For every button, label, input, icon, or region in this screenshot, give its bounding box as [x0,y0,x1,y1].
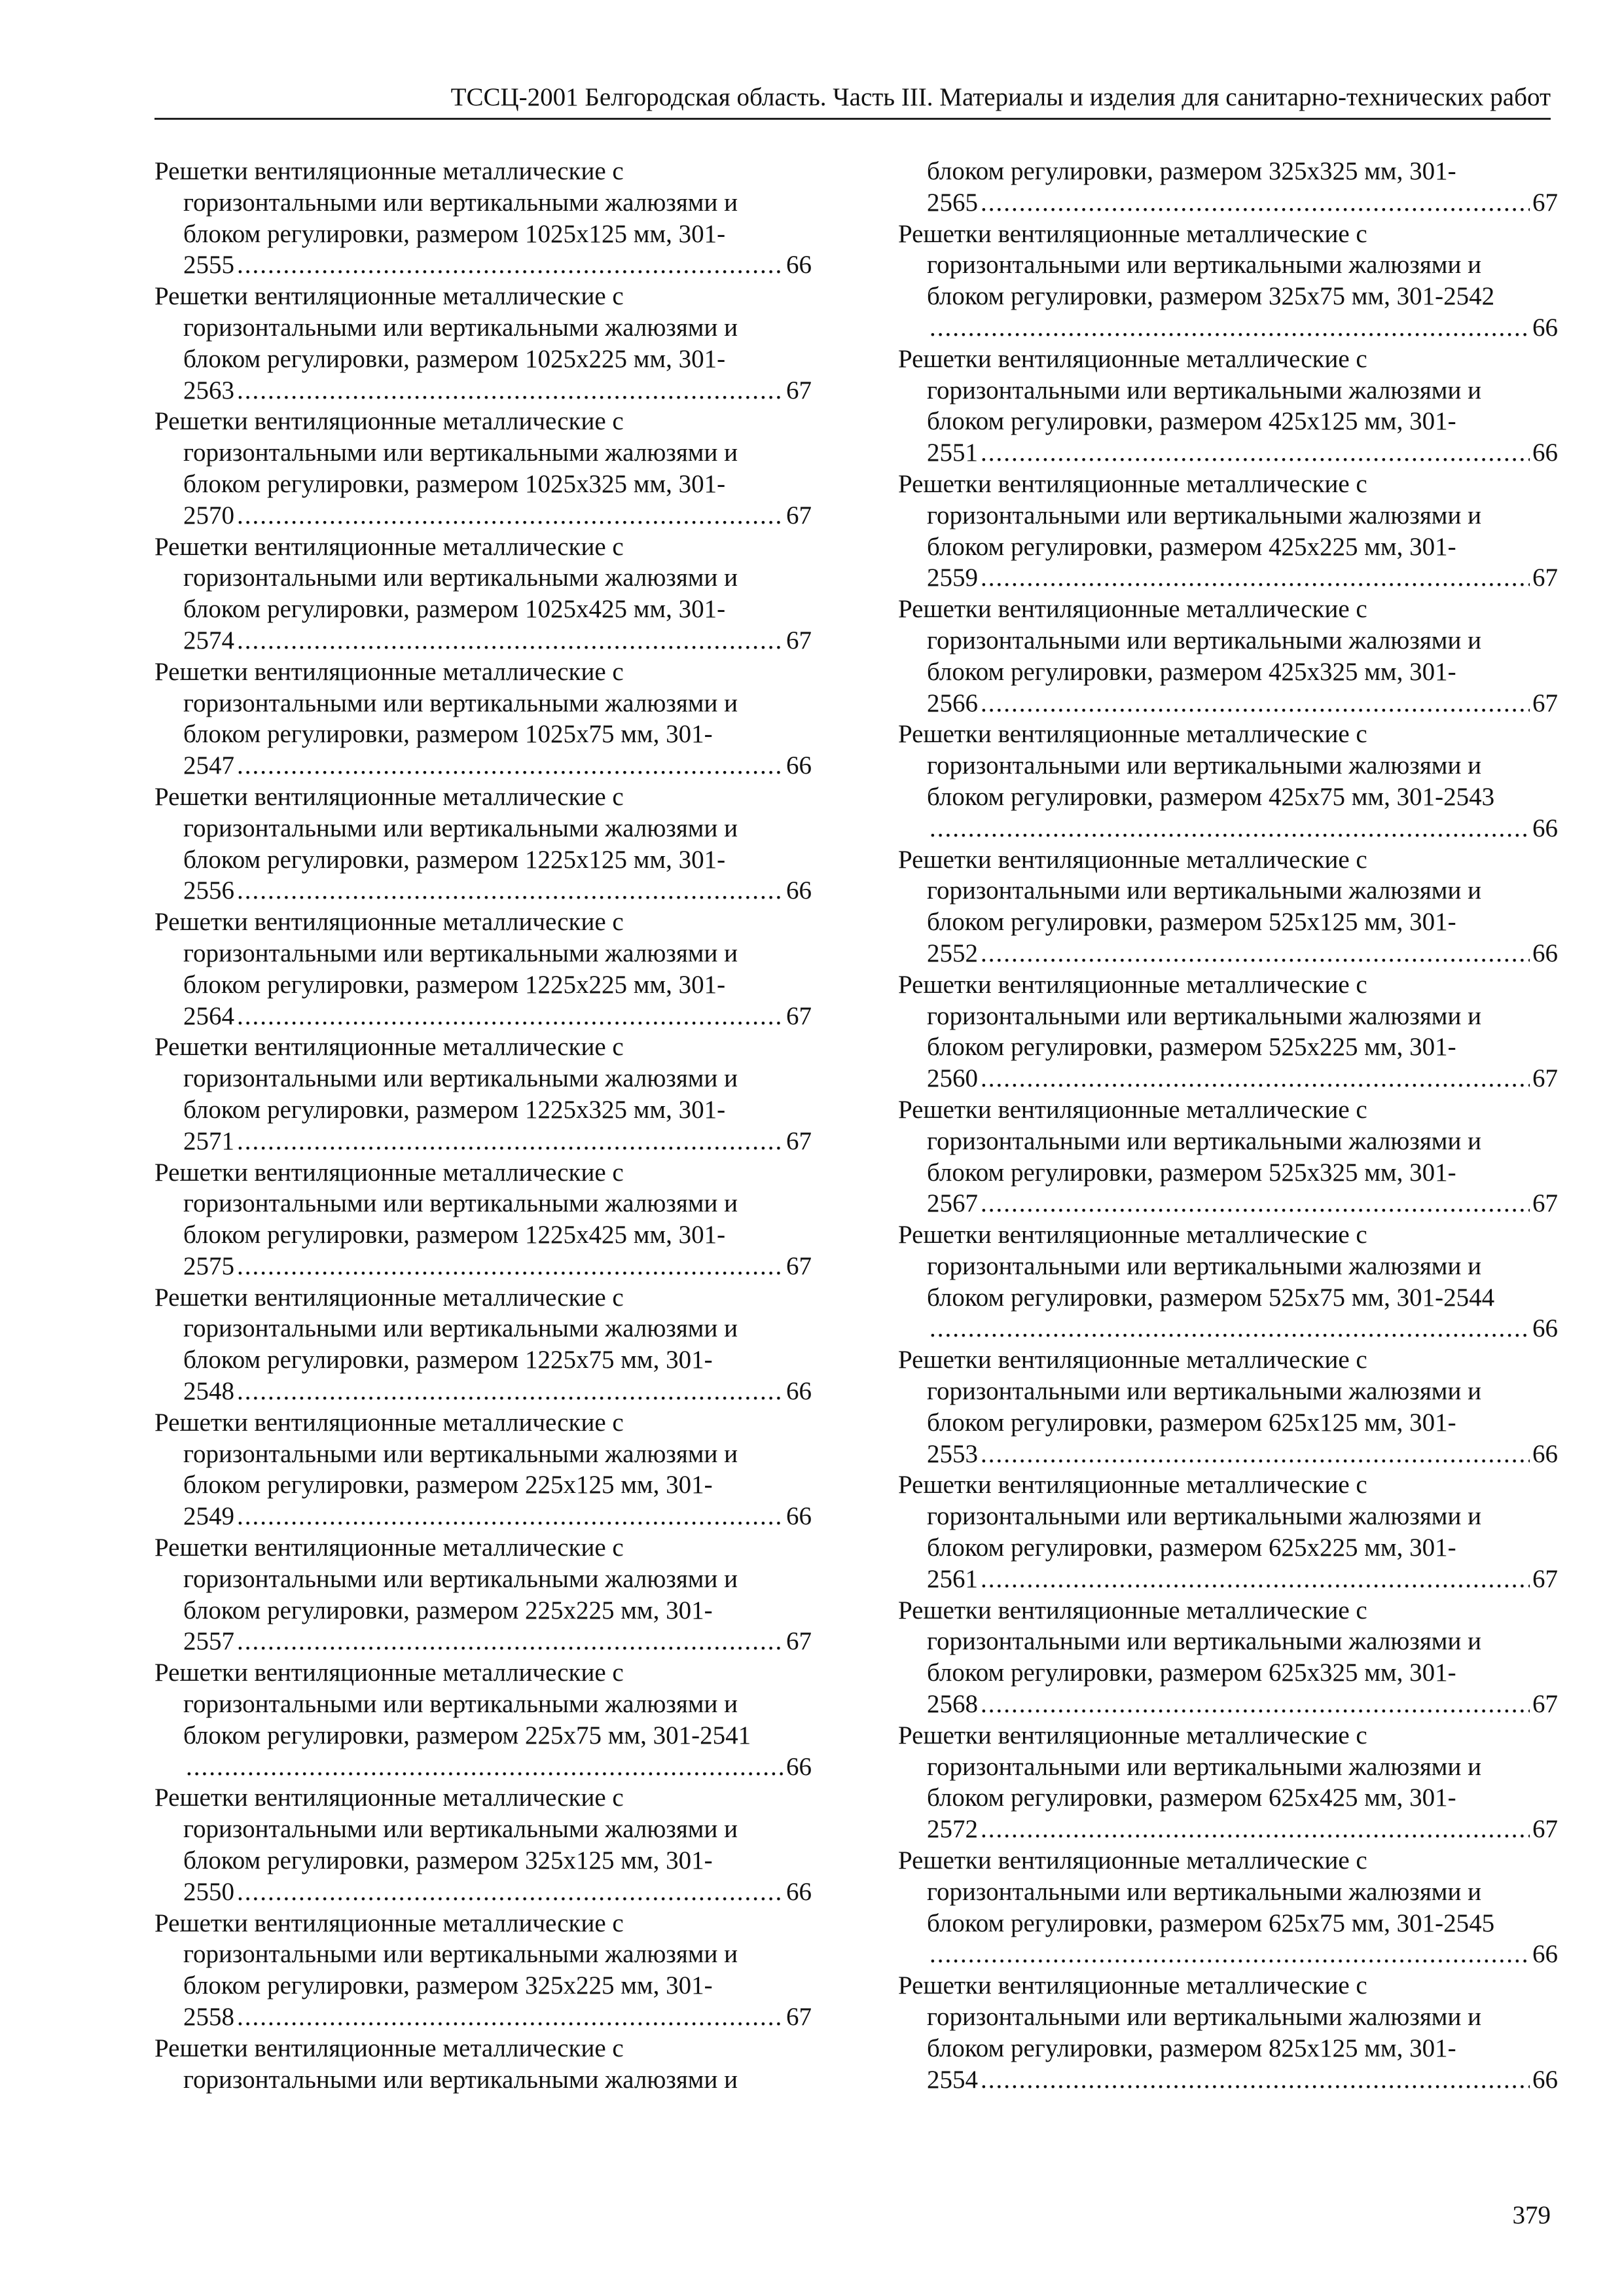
index-entry [154,656,812,781]
entry-continuation-line: блоком регулировки, размером 525х75 мм, 301-2544 [927,1283,1495,1312]
entry-leader-line [898,2064,1558,2096]
entry-page-ref: 66 [786,751,812,780]
entry-code-tail: 2556 [183,876,234,905]
dot-leader [237,1501,784,1532]
entry-continuation-line: горизонтальными или вертикальными жалюзями и [927,751,1481,780]
dot-leader [981,562,1530,594]
entry-code-tail: 2566 [927,689,978,717]
entry-continuation-line: горизонтальными или вертикальными жалюзями и [927,1126,1481,1155]
entry-page-ref: 67 [1532,1815,1558,1844]
entry-page-ref: 67 [1532,689,1558,717]
entry-leader-line [154,2001,812,2033]
entry-leader-line [898,1439,1558,1470]
index-entry [898,1469,1558,1594]
dot-leader [981,1564,1530,1595]
entry-continuation-line: блоком регулировки, размером 825х125 мм, 301- [927,2034,1456,2062]
entry-code-tail: 2551 [927,439,978,467]
entry-continuation-line: блоком регулировки, размером 1025х225 мм, 301- [183,344,726,373]
entry-continuation-line: блоком регулировки, размером 525х325 мм, 301- [927,1158,1456,1187]
entry-page-ref: 67 [786,376,812,404]
entry-page-ref: 67 [786,1001,812,1030]
index-entry [154,781,812,906]
index-column-left [154,156,812,2095]
entry-title-line: Решетки вентиляционные металлические с [898,970,1367,999]
entry-continuation-line: горизонтальными или вертикальными жалюзями и [927,2003,1481,2032]
index-entry [898,969,1558,1094]
entry-continuation-line: блоком регулировки, размером 625х125 мм, 301- [927,1408,1456,1437]
entry-continuation-line: блоком регулировки, размером 1025х425 мм, 301- [183,595,726,624]
entry-title-line: Решетки вентиляционные металлические с [154,157,624,185]
entry-code-tail: 2563 [183,376,234,404]
entry-continuation-line: горизонтальными или вертикальными жалюзями и [183,2065,738,2094]
entry-continuation-line: блоком регулировки, размером 1225х125 мм, 301- [183,845,726,874]
index-entry [898,344,1558,469]
entry-leader-line [898,688,1558,719]
entry-continuation-line: блоком регулировки, размером 225х225 мм, 301- [183,1596,713,1624]
index-entry [898,1845,1558,1970]
entry-code-tail: 2575 [183,1251,234,1280]
entry-title-line: Решетки вентиляционные металлические с [898,1471,1367,1499]
entry-title-line: Решетки вентиляционные металлические с [898,1721,1367,1749]
index-entry [898,156,1558,219]
entry-code-tail: 2550 [183,1877,234,1906]
entry-code-tail: 2571 [183,1126,234,1155]
entry-page-ref: 67 [786,2003,812,2032]
entry-continuation-line: горизонтальными или вертикальными жалюзями и [183,439,738,467]
page-number: 379 [1512,2201,1551,2229]
entry-code-tail: 2559 [927,564,978,592]
entry-continuation-line: блоком регулировки, размером 525х125 мм, 301- [927,908,1456,937]
entry-page-ref: 67 [1532,188,1558,217]
entry-continuation-line: горизонтальными или вертикальными жалюзями и [183,564,738,592]
entry-continuation-line: блоком регулировки, размером 425х75 мм, 301-2543 [927,782,1495,811]
entry-page-ref: 66 [786,1377,812,1406]
entry-page-ref: 67 [786,1627,812,1656]
entry-continuation-line: блоком регулировки, размером 625х75 мм, 301-2545 [927,1909,1495,1937]
entry-title-line: Решетки вентиляционные металлические с [898,469,1367,498]
entry-page-ref: 66 [1532,939,1558,967]
index-entry [898,469,1558,594]
dot-leader [237,1626,784,1657]
entry-title-line: Решетки вентиляционные металлические с [898,1221,1367,1249]
index-entry [898,1720,1558,1845]
entry-continuation-line: блоком регулировки, размером 425х125 мм, 301- [927,407,1456,436]
entry-continuation-line: горизонтальными или вертикальными жалюзями и [183,1064,738,1093]
entry-leader-line [154,1001,812,1032]
entry-page-ref: 67 [786,1126,812,1155]
entry-leader-line [154,625,812,656]
entry-continuation-line: горизонтальными или вертикальными жалюзями и [927,1001,1481,1030]
entry-code-tail: 2565 [927,188,978,217]
entry-continuation-line: горизонтальными или вертикальными жалюзями и [183,313,738,342]
index-entry [898,719,1558,844]
index-entry [154,1407,812,1532]
entry-leader-line [154,1626,812,1657]
entry-code-tail: 2560 [927,1064,978,1093]
dot-leader [981,437,1530,469]
entry-page-ref: 67 [786,1251,812,1280]
entry-title-line: Решетки вентиляционные металлические с [898,1846,1367,1875]
dot-leader [981,688,1530,719]
entry-continuation-line: горизонтальными или вертикальными жалюзями и [183,939,738,967]
entry-title-line: Решетки вентиляционные металлические с [154,1283,624,1312]
entry-continuation-line: блоком регулировки, размером 1225х425 мм, 301- [183,1221,726,1249]
index-entry [898,219,1558,344]
entry-continuation-line: горизонтальными или вертикальными жалюзями и [183,689,738,717]
index-entry [898,1344,1558,1469]
dot-leader [237,375,784,406]
entry-title-line: Решетки вентиляционные металлические с [154,1784,624,1812]
entry-continuation-line: горизонтальными или вертикальными жалюзями и [183,1439,738,1468]
entry-continuation-line: блоком регулировки, размером 225х125 мм, 301- [183,1471,713,1499]
index-entry [154,531,812,656]
entry-title-line: Решетки вентиляционные металлические с [154,532,624,561]
entry-code-tail: 2570 [183,501,234,529]
entry-code-tail: 2552 [927,939,978,967]
entry-title-line: Решетки вентиляционные металлические с [898,1971,1367,2000]
entry-code-tail: 2548 [183,1377,234,1406]
entry-continuation-line: блоком регулировки, размером 625х425 мм, 301- [927,1784,1456,1812]
entry-continuation-line: горизонтальными или вертикальными жалюзями и [927,1377,1481,1406]
entry-page-ref: 67 [786,501,812,529]
entry-continuation-line: блоком регулировки, размером 1025х125 мм, 301- [183,219,726,248]
dot-leader [237,1001,784,1032]
entry-leader-line [898,1939,1558,1970]
entry-page-ref: 67 [1532,1690,1558,1719]
index-entry [154,1657,812,1782]
entry-code-tail: 2572 [927,1815,978,1844]
entry-title-line: Решетки вентиляционные металлические с [898,595,1367,624]
entry-page-ref: 67 [1532,1064,1558,1093]
entry-continuation-line: горизонтальными или вертикальными жалюзями и [183,1940,738,1969]
dot-leader [981,938,1530,969]
index-entry [898,1970,1558,2095]
dot-leader [237,249,784,281]
entry-page-ref: 66 [786,1502,812,1531]
entry-title-line: Решетки вентиляционные металлические с [898,720,1367,749]
index-entry [154,1282,812,1407]
entry-continuation-line: блоком регулировки, размером 325х125 мм, 301- [183,1846,713,1875]
index-entry [154,1031,812,1157]
entry-code-tail: 2561 [927,1564,978,1593]
entry-continuation-line: блоком регулировки, размером 625х325 мм, 301- [927,1659,1456,1687]
entry-continuation-line: горизонтальными или вертикальными жалюзями и [927,626,1481,655]
entry-leader-line [154,500,812,531]
entry-title-line: Решетки вентиляционные металлические с [898,219,1367,248]
entry-continuation-line: блоком регулировки, размером 1225х75 мм, 301- [183,1346,713,1374]
dot-leader [237,2001,784,2033]
entry-page-ref: 66 [786,876,812,905]
entry-continuation-line: горизонтальными или вертикальными жалюзями и [183,814,738,842]
entry-code-tail: 2564 [183,1001,234,1030]
entry-title-line: Решетки вентиляционные металлические с [898,1596,1367,1624]
entry-continuation-line: горизонтальными или вертикальными жалюзями и [927,1752,1481,1781]
entry-code-tail: 2568 [927,1690,978,1719]
dot-leader [981,1439,1530,1470]
entry-continuation-line: блоком регулировки, размером 325х325 мм, 301- [927,157,1456,185]
entry-page-ref: 66 [1532,2065,1558,2094]
entry-leader-line [898,1564,1558,1595]
entry-leader-line [154,1751,812,1783]
entry-code-tail: 2567 [927,1189,978,1218]
entry-leader-line [898,1063,1558,1094]
entry-leader-line [898,813,1558,844]
entry-code-tail: 2557 [183,1627,234,1656]
entry-leader-line [898,437,1558,469]
index-entry [898,1595,1558,1720]
entry-page-ref: 66 [1532,1439,1558,1468]
entry-continuation-line: горизонтальными или вертикальными жалюзями и [183,1564,738,1593]
dot-leader [237,1376,784,1407]
index-entry [154,156,812,281]
dot-leader [237,750,784,781]
entry-page-ref: 66 [1532,1940,1558,1969]
index-entry [898,594,1558,719]
index-entry [154,1908,812,2033]
entry-leader-line [898,1814,1558,1845]
dot-leader [186,1751,784,1783]
entry-page-ref: 67 [1532,564,1558,592]
entry-continuation-line: горизонтальными или вертикальными жалюзями и [927,251,1481,279]
entry-continuation-line: горизонтальными или вертикальными жалюзями и [927,1251,1481,1280]
dot-leader [929,1939,1530,1970]
index-entry [154,1157,812,1282]
index-entry [154,2033,812,2096]
dot-leader [929,813,1530,844]
entry-leader-line [154,1126,812,1157]
entry-continuation-line: горизонтальными или вертикальными жалюзями и [927,1502,1481,1531]
entry-continuation-line: блоком регулировки, размером 325х75 мм, 301-2542 [927,282,1495,311]
dot-leader [981,1063,1530,1094]
entry-continuation-line: блоком регулировки, размером 225х75 мм, 301-2541 [183,1721,751,1749]
entry-title-line: Решетки вентиляционные металлические с [154,1033,624,1062]
entry-continuation-line: горизонтальными или вертикальными жалюзями и [183,1690,738,1719]
entry-title-line: Решетки вентиляционные металлические с [154,1408,624,1437]
entry-title-line: Решетки вентиляционные металлические с [154,908,624,937]
entry-continuation-line: горизонтальными или вертикальными жалюзями и [927,501,1481,529]
entry-page-ref: 66 [1532,814,1558,842]
entry-continuation-line: блоком регулировки, размером 325х225 мм, 301- [183,1971,713,2000]
entry-continuation-line: блоком регулировки, размером 425х225 мм, 301- [927,532,1456,561]
entry-code-tail: 2547 [183,751,234,780]
index-entry [154,1532,812,1657]
entry-title-line: Решетки вентиляционные металлические с [154,1659,624,1687]
entry-leader-line [898,1313,1558,1344]
dot-leader [929,1313,1530,1344]
entry-title-line: Решетки вентиляционные металлические с [154,657,624,686]
dot-leader [981,1188,1530,1219]
dot-leader [981,1689,1530,1720]
entry-continuation-line: горизонтальными или вертикальными жалюзями и [927,1877,1481,1906]
index-entry [154,406,812,531]
entry-continuation-line: горизонтальными или вертикальными жалюзями и [927,1627,1481,1656]
entry-leader-line [898,1188,1558,1219]
entry-title-line: Решетки вентиляционные металлические с [154,407,624,436]
index-entry [898,1094,1558,1219]
entry-leader-line [154,249,812,281]
dot-leader [237,500,784,531]
entry-code-tail: 2555 [183,251,234,279]
entry-code-tail: 2549 [183,1502,234,1531]
index-entry [898,1219,1558,1344]
entry-title-line: Решетки вентиляционные металлические с [154,2034,624,2062]
entry-continuation-line: горизонтальными или вертикальными жалюзями и [183,188,738,217]
entry-leader-line [154,375,812,406]
entry-leader-line [898,562,1558,594]
entry-continuation-line: блоком регулировки, размером 425х325 мм, 301- [927,657,1456,686]
entry-continuation-line: блоком регулировки, размером 1025х325 мм, 301- [183,469,726,498]
entry-continuation-line: горизонтальными или вертикальными жалюзями и [927,876,1481,905]
dot-leader [237,1876,784,1908]
dot-leader [981,1814,1530,1845]
entry-page-ref: 66 [1532,1314,1558,1343]
entry-title-line: Решетки вентиляционные металлические с [154,1909,624,1937]
entry-continuation-line: блоком регулировки, размером 625х225 мм, 301- [927,1534,1456,1562]
entry-leader-line [154,1876,812,1908]
running-header: ТССЦ-2001 Белгородская область. Часть III. Материалы и изделия для санитарно-технических работ [154,77,1551,120]
dot-leader [237,625,784,656]
entry-continuation-line: горизонтальными или вертикальными жалюзями и [927,376,1481,404]
dot-leader [237,875,784,906]
entry-code-tail: 2558 [183,2003,234,2032]
dot-leader [929,312,1530,344]
entry-title-line: Решетки вентиляционные металлические с [898,1346,1367,1374]
entry-continuation-line: горизонтальными или вертикальными жалюзями и [183,1189,738,1218]
entry-continuation-line: блоком регулировки, размером 525х225 мм, 301- [927,1033,1456,1062]
entry-continuation-line: блоком регулировки, размером 1225х325 мм, 301- [183,1095,726,1124]
index-entry [154,906,812,1031]
entry-leader-line [898,187,1558,219]
entry-title-line: Решетки вентиляционные металлические с [898,1095,1367,1124]
entry-title-line: Решетки вентиляционные металлические с [154,1534,624,1562]
entry-continuation-line: горизонтальными или вертикальными жалюзями и [183,1314,738,1343]
index-column-right [898,156,1558,2095]
entry-leader-line [898,312,1558,344]
entry-page-ref: 66 [786,1752,812,1781]
entry-leader-line [154,1501,812,1532]
entry-title-line: Решетки вентиляционные металлические с [898,344,1367,373]
entry-leader-line [154,1251,812,1282]
entry-page-ref: 66 [1532,439,1558,467]
entry-code-tail: 2554 [927,2065,978,2094]
index-entry [154,281,812,406]
entry-title-line: Решетки вентиляционные металлические с [154,282,624,311]
index-entry [898,844,1558,969]
entry-page-ref: 67 [786,626,812,655]
entry-page-ref: 66 [1532,313,1558,342]
entry-title-line: Решетки вентиляционные металлические с [154,782,624,811]
dot-leader [981,187,1530,219]
entry-leader-line [154,875,812,906]
entry-code-tail: 2553 [927,1439,978,1468]
entry-title-line: Решетки вентиляционные металлические с [898,845,1367,874]
entry-continuation-line: блоком регулировки, размером 1225х225 мм, 301- [183,970,726,999]
entry-leader-line [154,750,812,781]
dot-leader [237,1251,784,1282]
entry-leader-line [154,1376,812,1407]
entry-page-ref: 67 [1532,1189,1558,1218]
index-entry [154,1782,812,1907]
dot-leader [981,2064,1530,2096]
entry-leader-line [898,938,1558,969]
entry-page-ref: 66 [786,251,812,279]
entry-page-ref: 66 [786,1877,812,1906]
entry-continuation-line: блоком регулировки, размером 1025х75 мм, 301- [183,720,713,749]
entry-continuation-line: горизонтальными или вертикальными жалюзями и [183,1815,738,1844]
entry-code-tail: 2574 [183,626,234,655]
entry-leader-line [898,1689,1558,1720]
entry-page-ref: 67 [1532,1564,1558,1593]
dot-leader [237,1126,784,1157]
entry-title-line: Решетки вентиляционные металлические с [154,1158,624,1187]
